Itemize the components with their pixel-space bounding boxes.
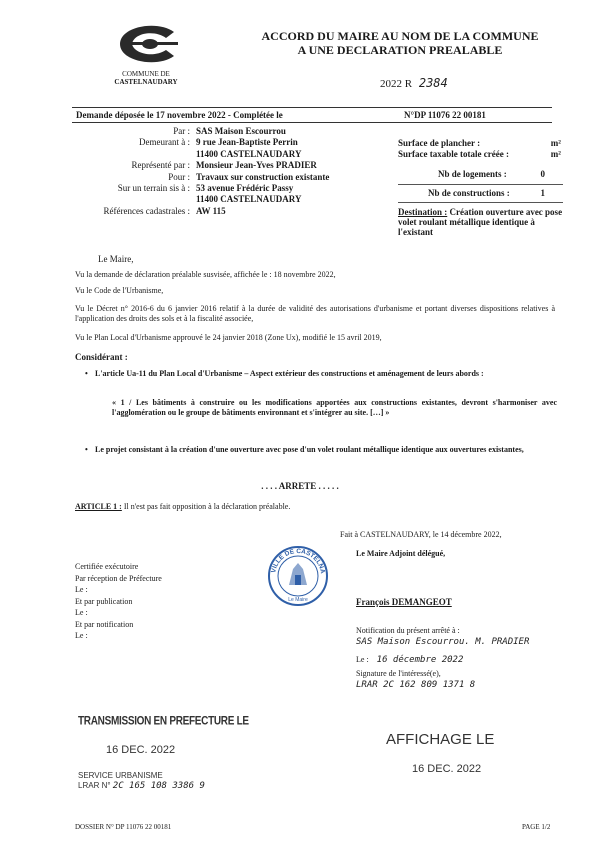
vu-code-urbanisme: Vu le Code de l'Urbanisme, — [75, 286, 164, 295]
maire-adjoint: Le Maire Adjoint délégué, — [356, 549, 446, 558]
bullet-icon: • — [85, 369, 88, 378]
official-seal-icon — [267, 545, 329, 607]
applicant-value: Monsieur Jean-Yves PRADIER — [196, 160, 317, 171]
surface-taxable-row — [398, 149, 563, 160]
certif-line: Et par publication — [75, 596, 133, 606]
stats-block — [398, 138, 563, 237]
constructions-label: Nb de constructions : — [428, 188, 510, 198]
ref-printed: 2022 R — [380, 78, 413, 90]
article-1 — [75, 502, 555, 512]
reference-number — [380, 76, 448, 90]
page-title — [240, 29, 560, 57]
logements-row — [398, 167, 563, 185]
constructions-value: 1 — [540, 188, 545, 198]
applicant-label — [72, 149, 190, 160]
destination-value: Création ouverture avec pose volet roulant métallique identique à l'existant — [398, 207, 563, 237]
applicant-value: AW 115 — [196, 205, 226, 216]
notification-recipient-handwritten: SAS Maison Escourrou. M. PRADIER — [356, 637, 530, 647]
header-bar-left: Demande déposée le 17 novembre 2022 - Complétée le — [76, 110, 283, 120]
certif-line: Le : — [75, 585, 88, 594]
applicant-value: 11400 CASTELNAUDARY — [196, 148, 302, 159]
transmission-service: SERVICE URBANISME — [78, 771, 163, 780]
commune-logo-icon — [108, 18, 183, 70]
notification-le — [356, 655, 463, 665]
vu-plu: Vu le Plan Local d'Urbanisme approuvé le 24 janvier 2018 (Zone Ux), modifié le 15 avril 2019, — [75, 333, 382, 342]
applicant-labels — [72, 126, 190, 217]
applicant-value: 11400 CASTELNAUDARY — [196, 194, 302, 205]
affichage-date: 16 DEC. 2022 — [412, 763, 482, 775]
commune-logo — [108, 18, 183, 90]
applicant-value: Travaux sur construction existante — [196, 171, 330, 182]
transmission-date: 16 DEC. 2022 — [106, 744, 176, 756]
official-seal — [267, 545, 329, 607]
title-line2: A UNE DECLARATION PREALABLE — [297, 43, 503, 57]
applicant-label: Représenté par : — [131, 160, 190, 171]
notification-title: Notification du présent arrêté à : — [356, 626, 460, 635]
applicant-label: Références cadastrales : — [103, 205, 190, 216]
considerant-bullet-1 — [85, 369, 557, 379]
surface-plancher-label: Surface de plancher : — [398, 138, 481, 148]
transmission-lrar — [78, 781, 205, 791]
surface-taxable-unit: m² — [550, 149, 561, 159]
applicant-label — [72, 194, 190, 205]
title-line1: ACCORD DU MAIRE AU NOM DE LA COMMUNE — [261, 29, 539, 43]
bullet-icon: • — [85, 445, 88, 454]
signatory-name-text: François DEMANGEOT — [356, 597, 452, 607]
article-1-text: Il n'est pas fait opposition à la déclaration préalable. — [121, 502, 291, 511]
notification-le-label: Le : — [356, 655, 369, 664]
svg-text:VILLE DE CASTELNAUDARY: VILLE DE CASTELNA — [270, 547, 326, 575]
transmission-title: TRANSMISSION EN PREFECTURE LE — [78, 714, 249, 729]
vu-decret: Vu le Décret n° 2016-6 du 6 janvier 2016 relatif à la durée de validité des autorisations d'urbanisme et portant diverses dispositions relatives à l'application des droits des sols et à la fiscalité associée, — [75, 304, 555, 323]
logements-value: 0 — [540, 169, 545, 179]
applicant-label: Sur un terrain sis à : — [117, 182, 190, 193]
surface-plancher-row — [398, 138, 563, 149]
signatory-name — [356, 597, 452, 608]
notification-date-handwritten: 16 décembre 2022 — [376, 655, 464, 665]
applicant-label: Par : — [173, 126, 190, 136]
vu-declaration: Vu la demande de déclaration préalable susvisée, affichée le : 18 novembre 2022, — [75, 270, 336, 279]
destination-label: Destination : — [398, 207, 448, 217]
le-maire: Le Maire, — [98, 254, 134, 264]
applicant-label: Demeurant à : — [139, 137, 190, 148]
notification-lrar-handwritten: LRAR 2C 162 809 1371 8 — [356, 680, 476, 690]
article-1-label: ARTICLE 1 : — [75, 502, 122, 511]
certif-line: Le : — [75, 608, 88, 617]
fait-a: Fait à CASTELNAUDARY, le 14 décembre 2022, — [340, 530, 502, 539]
logo-line2: CASTELNAUDARY — [114, 78, 178, 86]
bullet-1-text: L'article Ua-11 du Plan Local d'Urbanisme – Aspect extérieur des constructions et aménagement de leurs abords : — [95, 369, 484, 378]
arrete-heading: . . . . ARRETE . . . . . — [261, 481, 339, 491]
plu-quote: « 1 / Les bâtiments à construire ou les modifications apportées aux constructions existantes, devront s'harmoniser avec l'agglomération ou le groupe de bâtiments environnant et s'intégrer au site. […] » — [112, 398, 557, 417]
certif-line: Par réception de Préfecture — [75, 573, 162, 583]
applicant-value: SAS Maison Escourrou — [196, 126, 286, 136]
ref-handwritten: 2384 — [418, 76, 448, 90]
certif-line: Certifiée exécutoire — [75, 562, 139, 571]
surface-taxable-label: Surface taxable totale créée : — [398, 149, 509, 159]
considerant-heading: Considérant : — [75, 352, 128, 362]
applicant-value: 9 rue Jean-Baptiste Perrin — [196, 137, 298, 148]
certif-line: Le : — [75, 631, 88, 640]
logements-label: Nb de logements : — [438, 169, 507, 179]
header-bar — [72, 107, 552, 123]
considerant-bullet-2 — [85, 445, 557, 455]
svg-text:Le Maire: Le Maire — [288, 597, 308, 603]
certification-block — [75, 562, 235, 643]
transmission-lrar-handwritten: 2C 165 108 3386 9 — [112, 781, 205, 791]
footer-dossier: DOSSIER N° DP 11076 22 00181 — [75, 823, 172, 831]
logo-line1: COMMUNE DE — [122, 70, 170, 78]
notification-signature-label: Signature de l'intéressé(e), — [356, 669, 441, 678]
footer-page: PAGE 1/2 — [522, 823, 551, 831]
applicant-values — [196, 126, 396, 217]
destination-row — [398, 207, 563, 237]
affichage-title: AFFICHAGE LE — [386, 731, 495, 748]
certif-line: Et par notification — [75, 619, 134, 629]
applicant-label: Pour : — [168, 171, 190, 182]
applicant-value: 53 avenue Frédéric Passy — [196, 182, 294, 193]
header-bar-right: N°DP 11076 22 00181 — [404, 110, 486, 120]
bullet-2-text: Le projet consistant à la création d'une ouverture avec pose d'un volet roulant métallique identique aux ouvertures existantes, — [95, 445, 524, 454]
surface-plancher-unit: m² — [550, 138, 561, 148]
transmission-lrar-label: LRAR N° — [78, 781, 111, 790]
constructions-row — [398, 185, 563, 203]
